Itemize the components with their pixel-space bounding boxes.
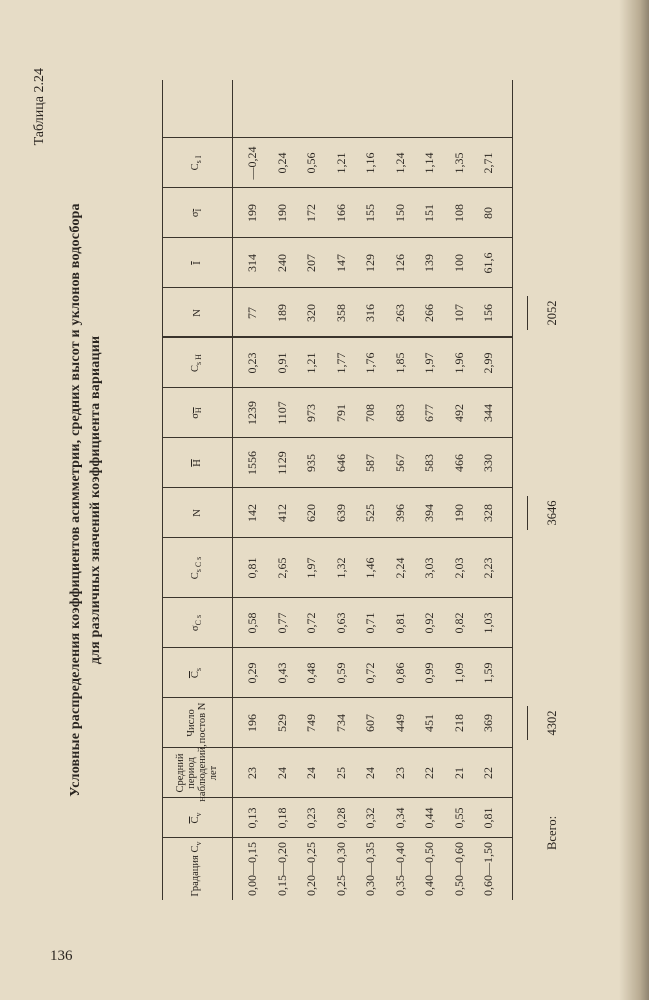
cell-sigma-i: 150 (392, 204, 407, 222)
header-period: Средний период наблюдений, лет (175, 744, 219, 802)
cell-cs-i: 1,14 (422, 152, 436, 174)
cell-cs-i: 2,71 (481, 152, 495, 174)
page-number: 136 (50, 948, 73, 964)
table-title-line2: для различных значений коэффициента вариации (88, 335, 103, 665)
cell-sigma-cs: 0,81 (392, 612, 407, 634)
cell-cs-cs: 2,24 (392, 557, 407, 579)
cell-sigma-cs: 0,63 (333, 612, 348, 634)
cell-gradation: 0,50—0,60 (451, 842, 466, 896)
cell-cs-h: 1,21 (304, 352, 318, 374)
cell-sigma-cs: 0,71 (363, 612, 377, 634)
total-rule-n-h (527, 496, 528, 530)
cell-n-h: 412 (274, 504, 289, 522)
cell-cs-h: 2,99 (481, 352, 495, 374)
cell-n: 449 (392, 714, 407, 732)
cell-cv: 0,18 (274, 807, 289, 829)
cell-cv: 0,23 (304, 807, 318, 829)
cell-cs-cs: 1,32 (333, 557, 348, 579)
cell-cs-h: 1,96 (451, 352, 466, 374)
cell-cs-cs: 0,81 (245, 557, 259, 579)
cell-period: 24 (274, 767, 289, 779)
cell-gradation: 0,40—0,50 (422, 842, 436, 896)
cell-h: 583 (422, 454, 436, 472)
cell-gradation: 0,00—0,15 (245, 842, 259, 896)
header-sigma-h: $\sigma_{\overline{H}}$ (189, 407, 204, 419)
cell-sigma-h: 791 (333, 404, 348, 422)
cell-cs: 0,43 (274, 662, 289, 684)
cell-cv: 0,44 (422, 807, 436, 829)
cell-cs-i: 1,21 (333, 152, 348, 174)
cell-sigma-h: 708 (363, 404, 377, 422)
cell-n: 529 (274, 714, 289, 732)
cell-n: 369 (481, 714, 495, 732)
cell-cs: 1,09 (451, 662, 466, 684)
totals-n-i: 2052 (545, 300, 559, 326)
cell-cs-h: 1,97 (422, 352, 436, 374)
header-cs-h: $C_{s H}$ (189, 354, 204, 372)
cell-cs-cs: 2,03 (451, 557, 466, 579)
cell-i: 314 (245, 254, 259, 272)
header-bottom-rule (232, 80, 233, 900)
cell-n-h: 639 (333, 504, 348, 522)
cell-cs-i: 0,24 (274, 152, 289, 174)
cell-gradation: 0,25—0,30 (333, 842, 348, 896)
cell-sigma-h: 677 (422, 404, 436, 422)
cell-sigma-cs: 1,03 (481, 612, 495, 634)
cell-cs-cs: 1,97 (304, 557, 318, 579)
cell-cs-cs: 3,03 (422, 557, 436, 579)
cell-n-h: 394 (422, 504, 436, 522)
cell-n: 196 (245, 714, 259, 732)
cell-cs-h: 1,76 (363, 352, 377, 374)
cell-sigma-i: 80 (481, 207, 495, 219)
cell-n: 218 (451, 714, 466, 732)
header-i-mean: $\overline{I}$ (191, 261, 203, 265)
cell-i: 147 (333, 254, 348, 272)
cell-h: 1129 (274, 451, 289, 475)
cell-cs-h: 0,23 (245, 352, 259, 374)
cell-cs-cs: 1,46 (363, 557, 377, 579)
cell-gradation: 0,60—1,50 (481, 842, 495, 896)
cell-n-i: 358 (333, 304, 348, 322)
cell-sigma-i: 151 (422, 204, 436, 222)
cell-cv: 0,34 (392, 807, 407, 829)
cell-cs-h: 1,77 (333, 352, 348, 374)
cell-gradation: 0,30—0,35 (363, 842, 377, 896)
header-n-i: N (191, 309, 203, 317)
cell-cs: 0,99 (422, 662, 436, 684)
cell-h: 935 (304, 454, 318, 472)
cell-cs-i: 0,56 (304, 152, 318, 174)
total-rule-n (527, 706, 528, 740)
cell-cs: 0,48 (304, 662, 318, 684)
cell-cs-h: 1,85 (392, 352, 407, 374)
cell-period: 23 (245, 767, 259, 779)
cell-cs-i: —0,24 (245, 146, 259, 180)
cell-sigma-i: 155 (363, 204, 377, 222)
book-spine-shadow (619, 0, 649, 1000)
cell-period: 24 (363, 767, 377, 779)
cell-cs: 1,59 (481, 662, 495, 684)
cell-cv: 0,32 (363, 807, 377, 829)
cell-n-h: 328 (481, 504, 495, 522)
cell-n: 734 (333, 714, 348, 732)
cell-i: 240 (274, 254, 289, 272)
cell-sigma-h: 683 (392, 404, 407, 422)
header-posts-count: Число постов N (186, 702, 208, 744)
cell-n-h: 525 (363, 504, 377, 522)
cell-h: 466 (451, 454, 466, 472)
cell-n-h: 190 (451, 504, 466, 522)
table-top-rule (162, 80, 163, 900)
cell-i: 100 (451, 254, 466, 272)
header-cs-cs: $C_{s C s}$ (189, 556, 204, 580)
cell-i: 207 (304, 254, 318, 272)
cell-period: 22 (481, 767, 495, 779)
cell-n: 451 (422, 714, 436, 732)
cell-cs: 0,29 (245, 662, 259, 684)
cell-n-i: 316 (363, 304, 377, 322)
cell-period: 24 (304, 767, 318, 779)
cell-sigma-cs: 0,92 (422, 612, 436, 634)
cell-h: 646 (333, 454, 348, 472)
cell-i: 126 (392, 254, 407, 272)
cell-h: 587 (363, 454, 377, 472)
cell-period: 23 (392, 767, 407, 779)
table-bottom-rule (512, 80, 513, 900)
cell-n: 607 (363, 714, 377, 732)
cell-n-h: 620 (304, 504, 318, 522)
header-cs-i: $C_{s I}$ (189, 155, 204, 171)
cell-sigma-i: 166 (333, 204, 348, 222)
cell-h: 330 (481, 454, 495, 472)
cell-cs: 0,72 (363, 662, 377, 684)
cell-cs-h: 0,91 (274, 352, 289, 374)
cell-period: 21 (451, 767, 466, 779)
cell-sigma-i: 172 (304, 204, 318, 222)
cell-sigma-h: 344 (481, 404, 495, 422)
cell-n-i: 320 (304, 304, 318, 322)
cell-gradation: 0,15—0,20 (274, 842, 289, 896)
cell-i: 139 (422, 254, 436, 272)
cell-sigma-i: 108 (451, 204, 466, 222)
cell-i: 129 (363, 254, 377, 272)
cell-cs: 0,59 (333, 662, 348, 684)
header-sigma-cs: $\sigma_{C s}$ (189, 614, 204, 632)
cell-n: 749 (304, 714, 318, 732)
cell-i: 61,6 (481, 252, 495, 274)
cell-n-i: 156 (481, 304, 495, 322)
cell-period: 25 (333, 767, 348, 779)
cell-cs-i: 1,35 (451, 152, 466, 174)
table-label: Таблица 2.24 (32, 68, 47, 146)
cell-h: 567 (392, 454, 407, 472)
cell-cs-i: 1,16 (363, 152, 377, 174)
cell-sigma-cs: 0,82 (451, 612, 466, 634)
cell-cs: 0,86 (392, 662, 407, 684)
cell-sigma-cs: 0,72 (304, 612, 318, 634)
table-title-line1: Условные распределения коэффициентов асимметрии, средних высот и уклонов водосбора (68, 203, 83, 797)
cell-h: 1556 (245, 451, 259, 475)
cell-cs-i: 1,24 (392, 152, 407, 174)
cell-n-h: 142 (245, 504, 259, 522)
header-sigma-i: $\sigma_{\overline{I}}$ (189, 208, 204, 218)
cell-sigma-i: 190 (274, 204, 289, 222)
cell-cv: 0,13 (245, 807, 259, 829)
header-gradation: Градация $C_v$ (189, 841, 204, 897)
cell-sigma-h: 492 (451, 404, 466, 422)
cell-n-h: 396 (392, 504, 407, 522)
header-cv-mean: $\overline{C}_v$ (189, 812, 204, 824)
cell-n-i: 263 (392, 304, 407, 322)
cell-sigma-cs: 0,58 (245, 612, 259, 634)
cell-period: 22 (422, 767, 436, 779)
rotated-table-page (30, 50, 620, 950)
cell-gradation: 0,20—0,25 (304, 842, 318, 896)
header-cs-mean: $\overline{C}_s$ (189, 667, 204, 679)
header-h-mean: $\overline{H}$ (191, 459, 203, 467)
cell-sigma-i: 199 (245, 204, 259, 222)
cell-sigma-h: 973 (304, 404, 318, 422)
cell-gradation: 0,35—0,40 (392, 842, 407, 896)
cell-n-i: 189 (274, 304, 289, 322)
cell-sigma-cs: 0,77 (274, 612, 289, 634)
totals-n: 4302 (545, 710, 559, 736)
cell-sigma-h: 1107 (274, 401, 289, 425)
cell-n-i: 77 (245, 307, 259, 319)
total-rule-n-i (527, 296, 528, 330)
cell-cs-cs: 2,23 (481, 557, 495, 579)
cell-cv: 0,55 (451, 807, 466, 829)
cell-n-i: 266 (422, 304, 436, 322)
header-n-h: N (191, 509, 203, 517)
cell-cv: 0,28 (333, 807, 348, 829)
totals-n-h: 3646 (545, 500, 559, 526)
cell-cs-cs: 2,65 (274, 557, 289, 579)
cell-cv: 0,81 (481, 807, 495, 829)
totals-label: Всего: (545, 815, 559, 850)
cell-n-i: 107 (451, 304, 466, 322)
cell-sigma-h: 1239 (245, 401, 259, 425)
